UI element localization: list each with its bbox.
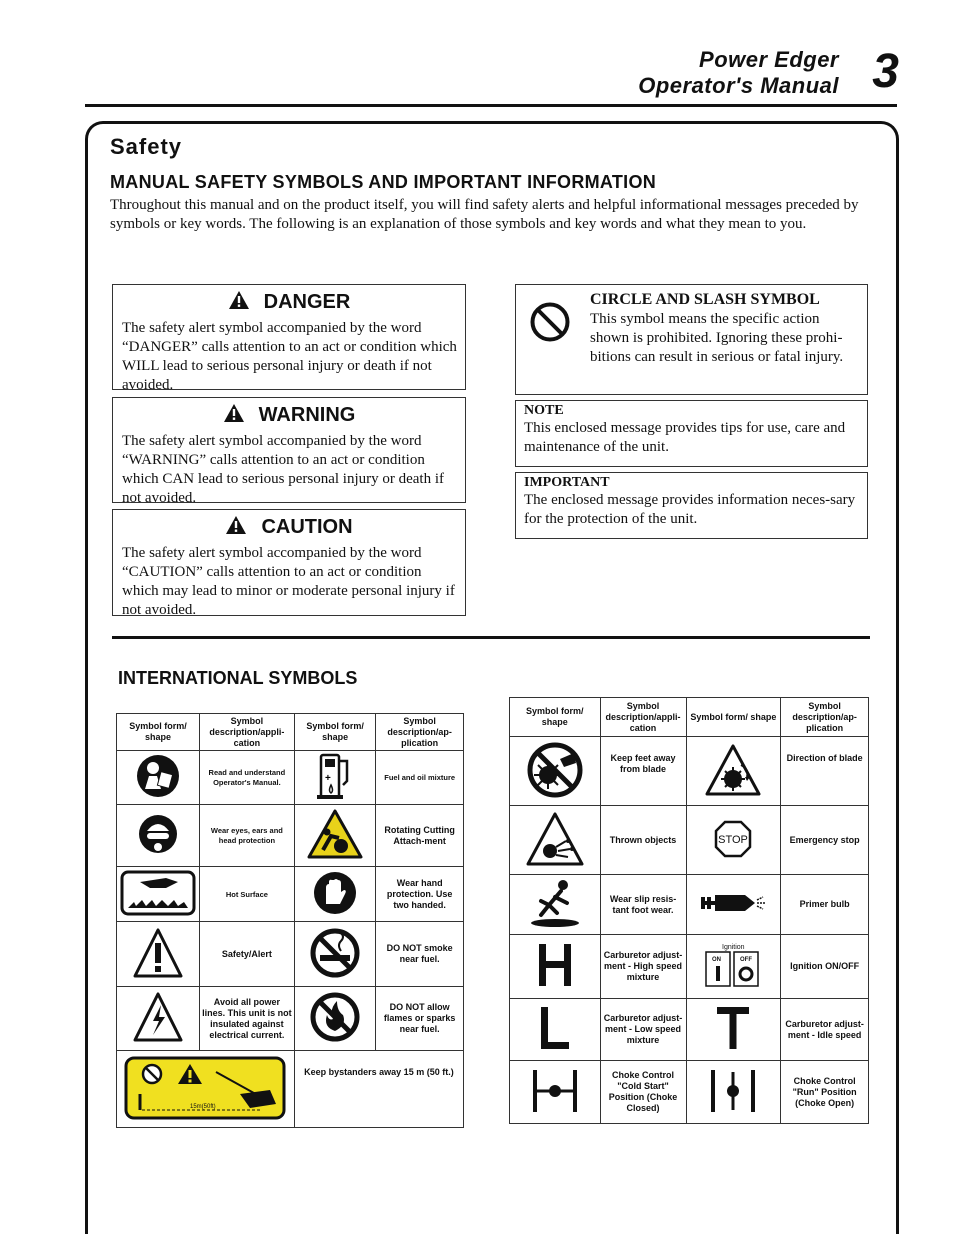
header-symbol-description: Symbol description/appli-cation: [199, 714, 294, 751]
manual-title-line1: Power Edger: [699, 47, 839, 72]
intro-paragraph: Throughout this manual and on the product itself, you will find safety alerts and helpful informational messages preceded by symbols or key words. The following is an explanation of those symbols and key words and what they mean to you.: [110, 197, 859, 232]
circle-slash-box: [515, 284, 868, 395]
header-symbol-form: Symbol form/ shape: [686, 698, 781, 737]
table-row: [510, 935, 869, 999]
gloves-icon: [294, 867, 376, 922]
warning-box: [112, 397, 466, 506]
list-item: Direction of blade: [781, 737, 869, 806]
manual-title: [638, 47, 839, 99]
important-text: The enclosed message provides information neces-sary for the protection of the unit.: [524, 492, 856, 527]
table-row: [117, 751, 464, 805]
no-flames-icon: [294, 987, 376, 1051]
manual-title-line2: Operator's Manual: [638, 73, 839, 98]
caution-alert-icon: [225, 515, 247, 535]
electrical-hazard-icon: [117, 987, 200, 1051]
header-symbol-form: Symbol form/ shape: [510, 698, 601, 737]
header-symbol-description: Symbol description/ap-plication: [781, 698, 869, 737]
header-symbol-form: Symbol form/ shape: [294, 714, 376, 751]
off-label: OFF: [740, 957, 753, 963]
safety-alert-icon: [117, 922, 200, 987]
warning-heading: [113, 402, 465, 428]
table-row: [117, 1051, 464, 1128]
list-item: Primer bulb: [781, 875, 869, 935]
primer-bulb-icon: [686, 875, 781, 935]
list-item: Safety/Alert: [199, 922, 294, 987]
note-text: This enclosed message provides tips for use, care and maintenance of the unit.: [524, 420, 846, 455]
list-item: DO NOT smoke near fuel.: [376, 922, 464, 987]
list-item: DO NOT allow flames or sparks near fuel.: [376, 987, 464, 1051]
keep-bystanders-away-icon: [117, 1051, 295, 1128]
high-speed-icon: [510, 935, 601, 999]
choke-closed-icon: [510, 1061, 601, 1124]
list-item: Choke Control "Run" Position (Choke Open): [781, 1061, 869, 1124]
svg-text:+: +: [325, 773, 331, 784]
list-item: Carburetor adjust-ment - Low speed mixture: [600, 999, 686, 1061]
header-symbol-form: Symbol form/ shape: [117, 714, 200, 751]
header-symbol-description: Symbol description/ap-plication: [376, 714, 464, 751]
fuel-pump-icon: [294, 751, 376, 805]
list-item: Thrown objects: [600, 806, 686, 875]
list-item: Keep feet away from blade: [600, 737, 686, 806]
ignition-label: Ignition: [722, 944, 745, 951]
note-box: [515, 400, 868, 467]
stop-icon: [686, 806, 781, 875]
list-item: Fuel and oil mixture: [376, 751, 464, 805]
table-row: [117, 867, 464, 922]
list-item: Wear hand protection. Use two handed.: [376, 867, 464, 922]
table-row: [510, 737, 869, 806]
header-symbol-description: Symbol description/appli-cation: [600, 698, 686, 737]
list-item: Wear eyes, ears and head protection: [199, 805, 294, 867]
section-title: Safety: [110, 134, 183, 159]
note-label: NOTE: [524, 403, 564, 418]
table-row: [117, 987, 464, 1051]
list-item: Emergency stop: [781, 806, 869, 875]
important-box: [515, 472, 868, 539]
warning-alert-icon: [223, 403, 245, 423]
list-item: Rotating Cutting Attach-ment: [376, 805, 464, 867]
important-label: IMPORTANT: [524, 475, 610, 490]
eye-ear-head-protection-icon: [117, 805, 200, 867]
blade-direction-icon: [686, 737, 781, 806]
circle-slash-icon: [529, 301, 571, 343]
list-item: Hot Surface: [199, 867, 294, 922]
choke-open-icon: [686, 1061, 781, 1124]
table-row: [510, 1061, 869, 1124]
hot-surface-icon: [117, 867, 200, 922]
table-row: [117, 922, 464, 987]
no-smoking-icon: [294, 922, 376, 987]
international-symbols-table-left: [116, 713, 464, 1128]
danger-box: [112, 284, 466, 393]
caution-box: [112, 509, 466, 616]
international-symbols-title: INTERNATIONAL SYMBOLS: [118, 668, 358, 688]
bystanders-distance-label: 15m(50ft): [190, 1103, 217, 1110]
header-rule: [85, 104, 897, 107]
table-row: [510, 806, 869, 875]
circle-slash-text: This symbol means the specific action shown is prohibited. Ignoring these prohi-bitions can result in serious or fatal injury.: [590, 311, 844, 365]
idle-speed-icon: [686, 999, 781, 1061]
list-item: Ignition ON/OFF: [781, 935, 869, 999]
stop-label: STOP: [718, 833, 749, 846]
danger-alert-icon: [228, 290, 250, 310]
caution-heading: [113, 514, 465, 540]
ignition-icon: [686, 935, 781, 999]
list-item: Choke Control "Cold Start" Position (Choke Closed): [600, 1061, 686, 1124]
international-symbols-table-right: [509, 697, 869, 1124]
table-row: [510, 875, 869, 935]
table-row: [117, 805, 464, 867]
list-item: Avoid all power lines. This unit is not insulated against electrical current.: [199, 987, 294, 1051]
caution-label: CAUTION: [261, 516, 353, 538]
list-item: Read and understand Operator's Manual.: [199, 751, 294, 805]
list-item: Wear slip resis-tant foot wear.: [600, 875, 686, 935]
danger-label: DANGER: [263, 291, 351, 313]
danger-text: The safety alert symbol accompanied by the word “DANGER” calls attention to an act or condition which WILL lead to serious personal injury or death if not avoided.: [122, 320, 457, 393]
list-item: Carburetor adjust-ment - Idle speed: [781, 999, 869, 1061]
warning-label: WARNING: [258, 404, 356, 426]
table-row: [510, 999, 869, 1061]
circle-slash-label: CIRCLE AND SLASH SYMBOL: [590, 291, 820, 308]
list-item: Keep bystanders away 15 m (50 ft.): [294, 1051, 463, 1128]
section-divider: [112, 636, 870, 639]
on-label: ON: [712, 957, 722, 963]
caution-text: The safety alert symbol accompanied by the word “CAUTION” calls attention to an act or condition which may lead to minor or moderate personal injury if not avoided.: [122, 545, 455, 618]
list-item: Carburetor adjust-ment - High speed mixture: [600, 935, 686, 999]
keep-feet-away-icon: [510, 737, 601, 806]
low-speed-icon: [510, 999, 601, 1061]
thrown-objects-icon: [510, 806, 601, 875]
page-number: 3: [872, 45, 899, 98]
warning-text: The safety alert symbol accompanied by the word “WARNING” calls attention to an act or condition which CAN lead to serious personal injury or death if not avoided.: [122, 433, 445, 506]
slip-icon: [510, 875, 601, 935]
manual-symbols-title: MANUAL SAFETY SYMBOLS AND IMPORTANT INFORMATION: [110, 172, 657, 192]
danger-heading: [113, 289, 465, 315]
read-manual-icon: [117, 751, 200, 805]
rotating-attachment-icon: [294, 805, 376, 867]
